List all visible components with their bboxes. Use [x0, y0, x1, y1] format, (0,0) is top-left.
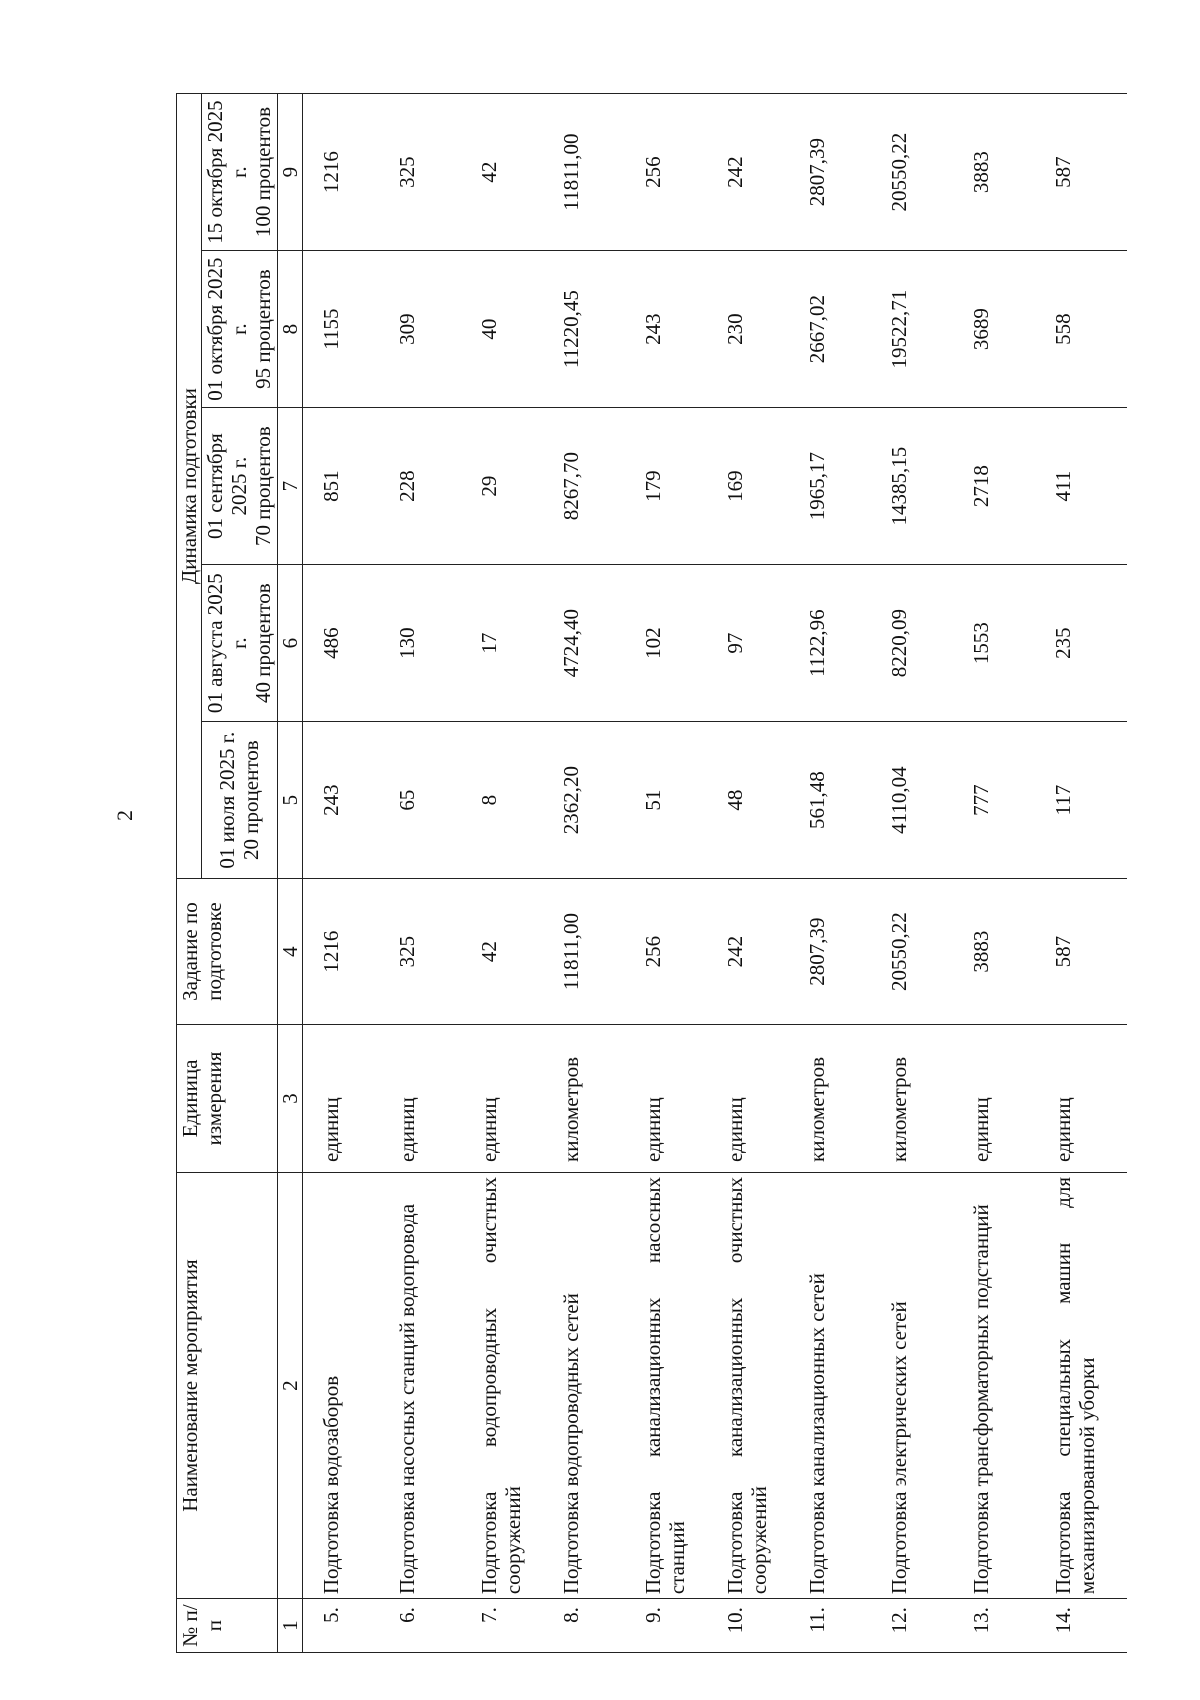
- header-period-5: [202, 94, 277, 251]
- row-unit: единиц: [629, 1024, 711, 1172]
- header-task: Задание по подготовке: [177, 879, 278, 1025]
- table-header: [177, 94, 303, 1653]
- column-number: 4: [277, 879, 302, 1025]
- row-value-period-2: 1553: [957, 565, 1039, 722]
- table-row: [957, 94, 1039, 1653]
- table-row: [629, 94, 711, 1653]
- row-unit: единиц: [465, 1024, 547, 1172]
- table-row: [1039, 94, 1127, 1653]
- row-name: Подготовка электрических сетей: [875, 1173, 957, 1599]
- column-number: 1: [277, 1599, 302, 1653]
- row-value-period-3: 14385,15: [875, 408, 957, 565]
- row-value-period-2: 486: [302, 565, 383, 722]
- header-unit: Единица измерения: [177, 1024, 278, 1172]
- period-date: 01 сентября 2025 г.: [203, 433, 252, 540]
- header-period-1: [202, 722, 277, 879]
- row-value-period-5: 11811,00: [547, 94, 629, 251]
- column-number: 7: [277, 408, 302, 565]
- row-task: 256: [629, 879, 711, 1025]
- row-value-period-5: 256: [629, 94, 711, 251]
- table-body: [302, 94, 1127, 1653]
- row-unit: километров: [793, 1024, 875, 1172]
- row-unit: единиц: [957, 1024, 1039, 1172]
- period-percent: 100 процентов: [251, 107, 276, 238]
- row-value-period-4: 40: [465, 251, 547, 408]
- column-number: 3: [277, 1024, 302, 1172]
- row-value-period-5: 1216: [302, 94, 383, 251]
- column-number: 2: [277, 1173, 302, 1599]
- table-row: [465, 94, 547, 1653]
- row-value-period-3: 8267,70: [547, 408, 629, 565]
- preparation-table: [176, 93, 1127, 1653]
- row-number: 12.: [875, 1599, 957, 1653]
- row-unit: единиц: [1039, 1024, 1127, 1172]
- header-period-2: [202, 565, 277, 722]
- table-row: [547, 94, 629, 1653]
- row-value-period-2: 130: [383, 565, 465, 722]
- period-date: 01 октября 2025 г.: [203, 257, 252, 401]
- row-task: 11811,00: [547, 879, 629, 1025]
- row-name: Подготовка специальных машин для механизированной уборки: [1039, 1173, 1127, 1599]
- row-unit: единиц: [302, 1024, 383, 1172]
- row-value-period-4: 230: [711, 251, 793, 408]
- row-value-period-5: 325: [383, 94, 465, 251]
- row-value-period-4: 243: [629, 251, 711, 408]
- row-value-period-3: 179: [629, 408, 711, 565]
- row-task: 2807,39: [793, 879, 875, 1025]
- row-number: 6.: [383, 1599, 465, 1653]
- row-value-period-2: 97: [711, 565, 793, 722]
- row-number: 8.: [547, 1599, 629, 1653]
- column-numbers-row: [277, 94, 302, 1653]
- row-value-period-2: 1122,96: [793, 565, 875, 722]
- row-name: Подготовка трансформаторных подстанций: [957, 1173, 1039, 1599]
- row-task: 1216: [302, 879, 383, 1025]
- header-dynamics: Динамика подготовки: [177, 94, 202, 879]
- row-value-period-1: 48: [711, 722, 793, 879]
- row-value-period-4: 19522,71: [875, 251, 957, 408]
- row-value-period-1: 51: [629, 722, 711, 879]
- row-value-period-2: 4724,40: [547, 565, 629, 722]
- column-number: 9: [277, 94, 302, 251]
- row-value-period-5: 242: [711, 94, 793, 251]
- page-number: 2: [112, 810, 137, 821]
- column-number: 5: [277, 722, 302, 879]
- table-row: [302, 94, 383, 1653]
- row-value-period-3: 1965,17: [793, 408, 875, 565]
- row-name: Подготовка насосных станций водопровода: [383, 1173, 465, 1599]
- row-name: Подготовка водопроводных сетей: [547, 1173, 629, 1599]
- row-value-period-1: 561,48: [793, 722, 875, 879]
- row-value-period-4: 2667,02: [793, 251, 875, 408]
- row-number: 11.: [793, 1599, 875, 1653]
- row-value-period-1: 2362,20: [547, 722, 629, 879]
- row-value-period-1: 8: [465, 722, 547, 879]
- row-name: Подготовка канализационных насосных станций: [629, 1173, 711, 1599]
- row-value-period-3: 228: [383, 408, 465, 565]
- row-unit: единиц: [383, 1024, 465, 1172]
- rotated-table-container: [176, 93, 1099, 1653]
- period-percent: 40 процентов: [251, 583, 276, 703]
- row-value-period-3: 411: [1039, 408, 1127, 565]
- row-task: 20550,22: [875, 879, 957, 1025]
- row-value-period-1: 777: [957, 722, 1039, 879]
- row-value-period-2: 8220,09: [875, 565, 957, 722]
- row-task: 3883: [957, 879, 1039, 1025]
- period-date: 15 октября 2025 г.: [203, 100, 252, 244]
- row-name: Подготовка водопроводных очистных сооружений: [465, 1173, 547, 1599]
- row-number: 13.: [957, 1599, 1039, 1653]
- table-row: [793, 94, 875, 1653]
- table-row: [875, 94, 957, 1653]
- column-number: 8: [277, 251, 302, 408]
- row-value-period-3: 169: [711, 408, 793, 565]
- row-task: 42: [465, 879, 547, 1025]
- row-name: Подготовка водозаборов: [302, 1173, 383, 1599]
- row-number: 9.: [629, 1599, 711, 1653]
- row-value-period-5: 20550,22: [875, 94, 957, 251]
- row-value-period-4: 11220,45: [547, 251, 629, 408]
- header-num: № п/п: [177, 1599, 278, 1653]
- row-number: 14.: [1039, 1599, 1127, 1653]
- row-value-period-1: 117: [1039, 722, 1127, 879]
- row-value-period-3: 2718: [957, 408, 1039, 565]
- row-value-period-1: 4110,04: [875, 722, 957, 879]
- period-percent: 95 процентов: [251, 269, 276, 389]
- row-name: Подготовка канализационных сетей: [793, 1173, 875, 1599]
- row-value-period-2: 235: [1039, 565, 1127, 722]
- row-task: 325: [383, 879, 465, 1025]
- period-date: 01 августа 2025 г.: [203, 573, 252, 714]
- row-task: 587: [1039, 879, 1127, 1025]
- row-value-period-1: 65: [383, 722, 465, 879]
- row-value-period-5: 587: [1039, 94, 1127, 251]
- row-value-period-2: 17: [465, 565, 547, 722]
- header-name: Наименование мероприятия: [177, 1173, 278, 1599]
- row-value-period-5: 3883: [957, 94, 1039, 251]
- period-percent: 20 процентов: [239, 740, 264, 860]
- row-unit: единиц: [711, 1024, 793, 1172]
- row-number: 10.: [711, 1599, 793, 1653]
- row-value-period-4: 558: [1039, 251, 1127, 408]
- period-percent: 70 процентов: [251, 426, 276, 546]
- row-unit: километров: [875, 1024, 957, 1172]
- row-value-period-4: 309: [383, 251, 465, 408]
- row-value-period-4: 3689: [957, 251, 1039, 408]
- table-row: [711, 94, 793, 1653]
- row-value-period-5: 42: [465, 94, 547, 251]
- row-value-period-2: 102: [629, 565, 711, 722]
- row-number: 7.: [465, 1599, 547, 1653]
- header-period-4: [202, 251, 277, 408]
- row-value-period-1: 243: [302, 722, 383, 879]
- row-task: 242: [711, 879, 793, 1025]
- row-value-period-5: 2807,39: [793, 94, 875, 251]
- row-value-period-4: 1155: [302, 251, 383, 408]
- row-value-period-3: 29: [465, 408, 547, 565]
- period-date: 01 июля 2025 г.: [215, 731, 240, 869]
- table-row: [383, 94, 465, 1653]
- row-number: 5.: [302, 1599, 383, 1653]
- row-value-period-3: 851: [302, 408, 383, 565]
- row-unit: километров: [547, 1024, 629, 1172]
- row-name: Подготовка канализационных очистных сооружений: [711, 1173, 793, 1599]
- header-period-3: [202, 408, 277, 565]
- column-number: 6: [277, 565, 302, 722]
